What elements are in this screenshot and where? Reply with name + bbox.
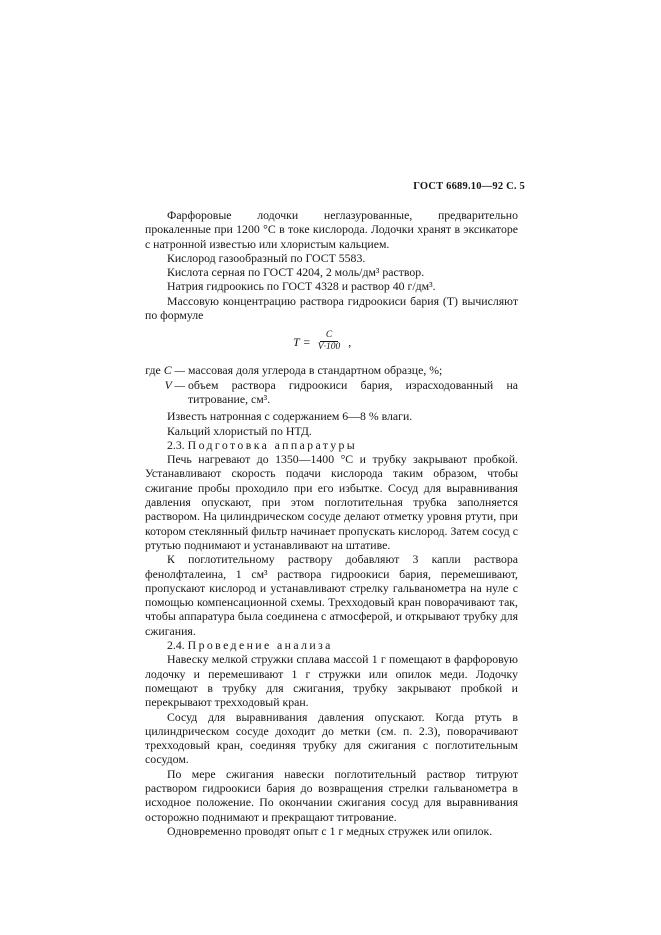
page-header: ГОСТ 6689.10—92 С. 5 xyxy=(413,181,525,192)
section-heading-2-3: 2.3. Подготовка аппаратуры xyxy=(167,437,358,452)
paragraph: Сосуд для выравнивания давления опускают. Когда ртуть в цилиндрическом сосуде доходит до метки (см. п. 2.3), поворачивают трехходовый кран, соединяя трубку для сжигания с поглотительным сосудом. xyxy=(145,709,518,767)
paragraph: Кислород газообразный по ГОСТ 5583. xyxy=(167,250,366,265)
paragraph: Натрия гидроокись по ГОСТ 4328 и раствор 40 г/дм³. xyxy=(167,279,436,294)
paragraph: К поглотительному раствору добавляют 3 капли раствора фенолфталеина, 1 см³ раствора гидроокиси бария, перемешивают, пропускают кислород и устанавливают стрелку гальванометра на нуле с помощью компенсационной схемы. Трехходовый кран поворачивают так, чтобы аппаратура была соединена с атмосферой, и открывают трубку для сжигания. xyxy=(145,552,518,638)
document-body xyxy=(145,208,518,838)
section-heading-2-4: 2.4. Проведение анализа xyxy=(167,638,333,653)
legend-v-symbol: V — xyxy=(164,377,185,392)
formula-legend xyxy=(145,363,518,406)
formula-numerator: С xyxy=(320,330,338,342)
legend-c-symbol: С — xyxy=(163,363,185,378)
paragraph: Печь нагревают до 1350—1400 °С и трубку закрывают пробкой. Устанавливают скорость подачи кислорода таким образом, чтобы сжигание пробы проходило при его избытке. Сосуд для выравнивания давления опускают, при этом поглотительная трубка заполняется раствором. На цилиндрическом сосуде делают отметку уровня ртути, при котором стеклянный фильтр начинает пропускать кислород. Затем сосуд с ртутью поднимают и устанавливают на штативе. xyxy=(145,452,518,552)
formula-tail: , xyxy=(348,334,352,349)
formula-lhs: Т = xyxy=(293,334,311,349)
formula-denominator: V·100 xyxy=(317,342,341,353)
legend-row-c xyxy=(145,363,518,377)
paragraph: По мере сжигания навески поглотительный раствор титруют раствором гидроокиси бария до возвращения стрелки гальванометра в исходное положение. По окончании сжигания сосуд для выравнивания осторожно поднимают и прекращают титрование. xyxy=(145,766,518,824)
paragraph: Кислота серная по ГОСТ 4204, 2 моль/дм³ раствор. xyxy=(167,265,425,280)
legend-symbol xyxy=(145,363,188,377)
paragraph: Массовую концентрацию раствора гидроокиси бария (Т) вычисляют по формуле xyxy=(145,293,518,323)
legend-c-text: массовая доля углерода в стандартном образце, %; xyxy=(188,363,443,378)
legend-prefix: где xyxy=(145,363,161,378)
paragraph: Одновременно проводят опыт с 1 г медных стружек или опилок. xyxy=(167,823,493,838)
legend-v-text: объем раствора гидроокиси бария, израсходованный на титрование, см³. xyxy=(188,377,518,406)
formula-fraction xyxy=(316,330,342,353)
paragraph: Кальций хлористый по НТД. xyxy=(167,423,312,438)
paragraph: Фарфоровые лодочки неглазурованные, предварительно прокаленные при 1200 °С в токе кислорода. Лодочки хранят в эксикаторе с натронной известью или хлористым кальцием. xyxy=(145,208,518,251)
formula xyxy=(293,330,518,353)
paragraph: Известь натронная с содержанием 6—8 % влаги. xyxy=(167,409,413,424)
legend-row-v xyxy=(145,378,518,407)
paragraph: Навеску мелкой стружки сплава массой 1 г помещают в фарфоровую лодочку и перемешивают 1 г стружки или опилок меди. Лодочку помещают в трубку для сжигания, трубку закрывают пробкой и перекрывают трехходовый кран. xyxy=(145,652,518,710)
